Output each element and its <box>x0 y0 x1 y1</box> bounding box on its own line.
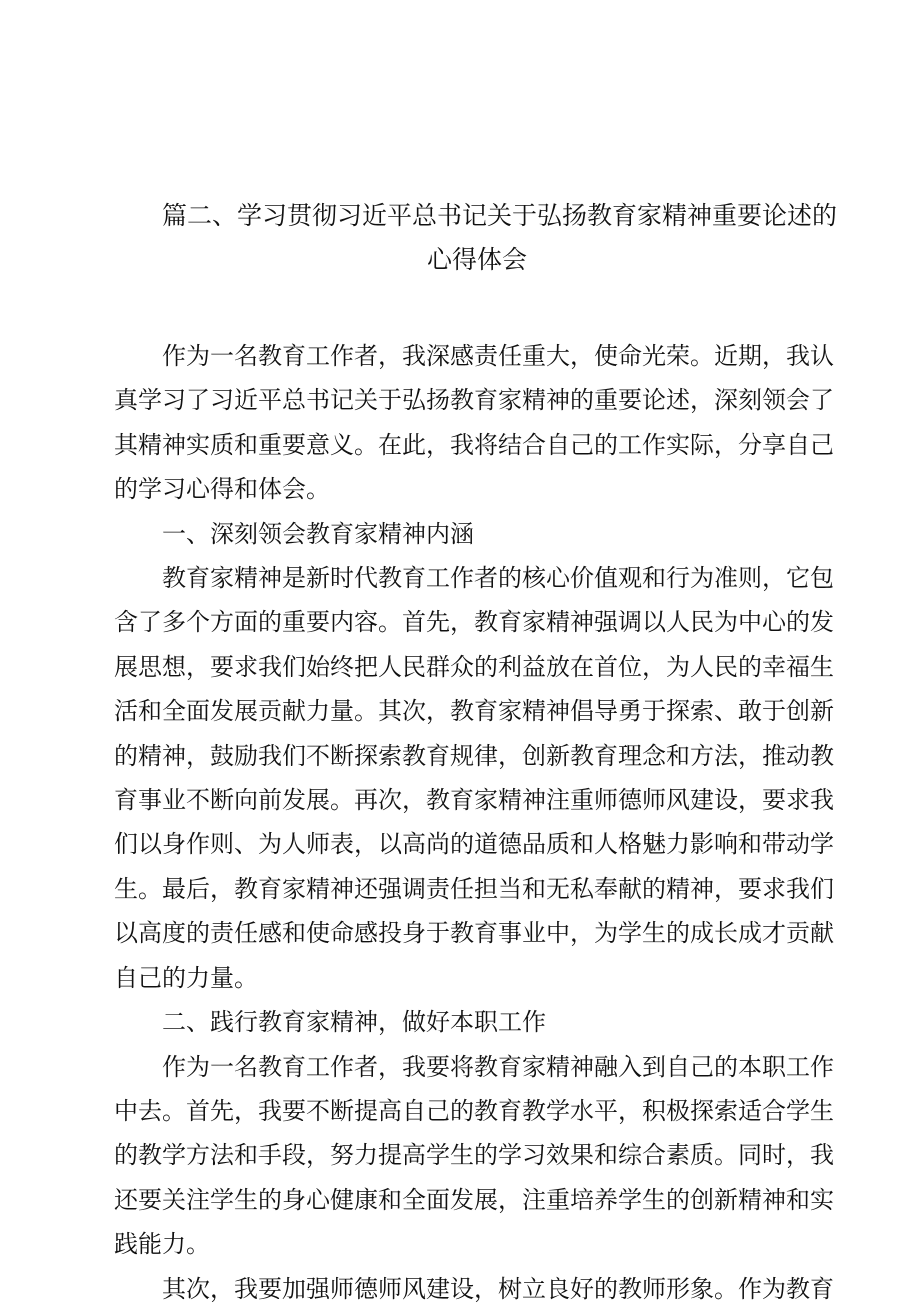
paragraph-section-2-continued: 其次，我要加强师德师风建设，树立良好的教师形象。作为教育 <box>162 1274 834 1303</box>
document-body <box>114 334 834 1311</box>
section-heading-1: 一、深刻领会教育家精神内涵 <box>162 519 474 548</box>
document-title-line-1: 篇二、学习贯彻习近平总书记关于弘扬教育家精神重要论述的 <box>162 201 838 230</box>
section-heading-2: 二、践行教育家精神，做好本职工作 <box>162 1008 546 1037</box>
paragraph-section-2: 作为一名教育工作者，我要将教育家精神融入到自己的本职工作中去。首先，我要不断提高自己的教育教学水平，积极探索适合学生的教学方法和手段，努力提高学生的学习效果和综合素质。同时，我还要关注学生的身心健康和全面发展，注重培养学生的创新精神和实践能力。 <box>114 1052 834 1259</box>
paragraph-intro: 作为一名教育工作者，我深感责任重大，使命光荣。近期，我认真学习了习近平总书记关于弘扬教育家精神的重要论述，深刻领会了其精神实质和重要意义。在此，我将结合自己的工作实际，分享自己的学习心得和体会。 <box>114 342 834 504</box>
paragraph-section-1: 教育家精神是新时代教育工作者的核心价值观和行为准则，它包含了多个方面的重要内容。首先，教育家精神强调以人民为中心的发展思想，要求我们始终把人民群众的利益放在首位，为人民的幸福生活和全面发展贡献力量。其次，教育家精神倡导勇于探索、敢于创新的精神，鼓励我们不断探索教育规律，创新教育理念和方法，推动教育事业不断向前发展。再次，教育家精神注重师德师风建设，要求我们以身作则、为人师表，以高尚的道德品质和人格魅力影响和带动学生。最后，教育家精神还强调责任担当和无私奉献的精神，要求我们以高度的责任感和使命感投身于教育事业中，为学生的成长成才贡献自己的力量。 <box>114 564 834 992</box>
document-title-line-2: 心得体会 <box>427 245 528 274</box>
